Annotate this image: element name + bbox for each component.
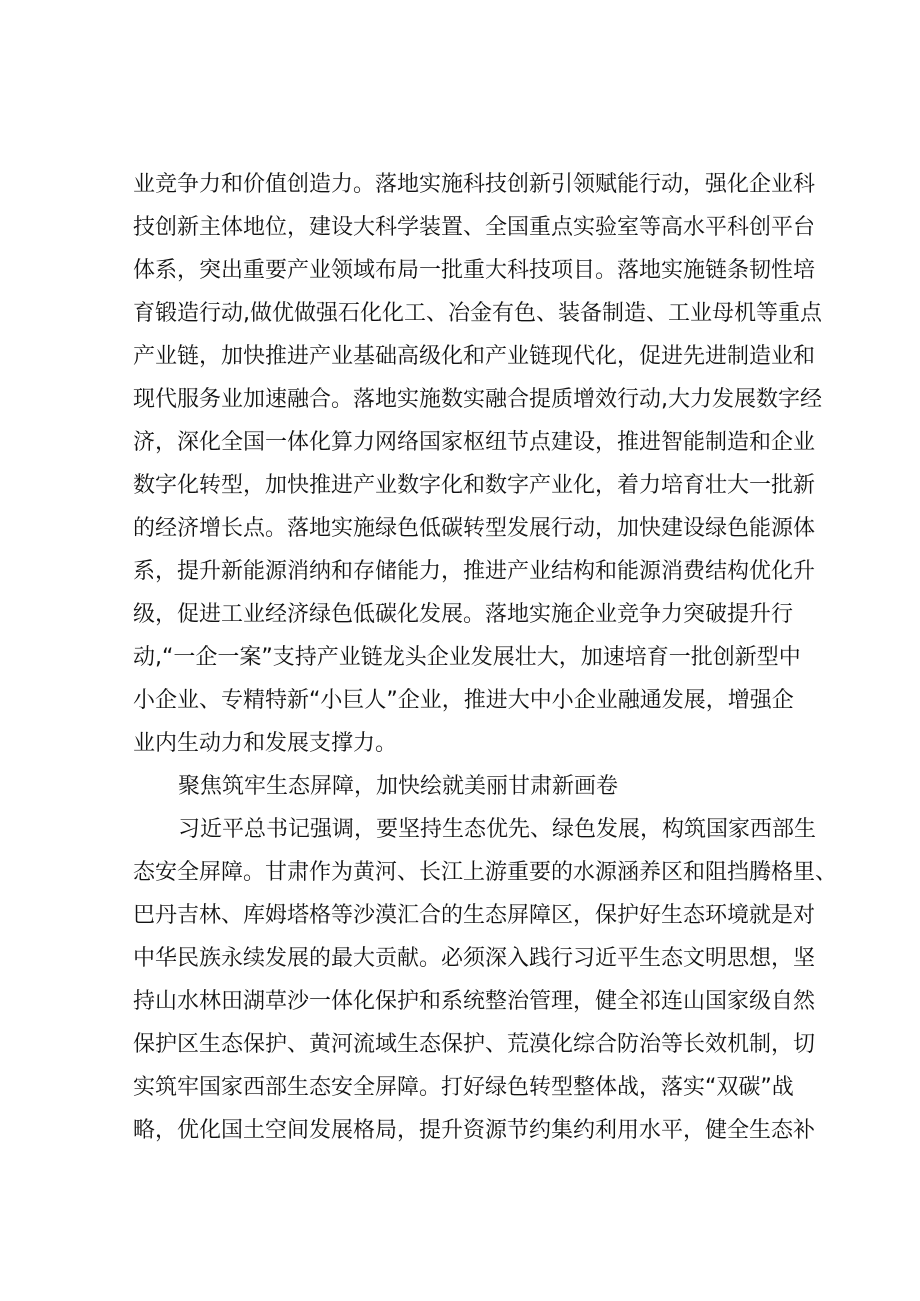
- paragraph-line: 习近平总书记强调，要坚持生态优先、绿色发展，构筑国家西部生: [178, 817, 817, 842]
- paragraph-line: 业内生动力和发展支撑力。: [133, 731, 398, 756]
- paragraph-line: 技创新主体地位，建设大科学装置、全国重点实验室等高水平科创平台: [133, 215, 816, 240]
- paragraph-line: 的经济增长点。落地实施绿色低碳转型发展行动，加快建设绿色能源体: [133, 516, 816, 541]
- paragraph-line: 现代服务业加速融合。落地实施数实融合提质增效行动,大力发展数字经: [133, 387, 822, 412]
- paragraph-line: 态安全屏障。甘肃作为黄河、长江上游重要的水源涵养区和阻挡腾格里、: [133, 860, 838, 885]
- paragraph-line: 育锻造行动,做优做强石化化工、冶金有色、装备制造、工业母机等重点: [133, 301, 822, 326]
- paragraph-line: 保护区生态保护、黄河流域生态保护、荒漠化综合防治等长效机制，切: [133, 1032, 816, 1057]
- paragraph-line: 持山水林田湖草沙一体化保护和系统整治管理，健全祁连山国家级自然: [133, 989, 816, 1014]
- paragraph-line: 业竞争力和价值创造力。落地实施科技创新引领赋能行动，强化企业科: [133, 172, 816, 197]
- paragraph-line: 数字化转型，加快推进产业数字化和数字产业化，着力培育壮大一批新: [133, 473, 816, 498]
- paragraph-line: 动,“一企一案”支持产业链龙头企业发展壮大，加速培育一批创新型中: [133, 645, 801, 670]
- paragraph-line: 小企业、专精特新“小巨人”企业，推进大中小企业融通发展，增强企: [133, 688, 794, 713]
- paragraph-line: 中华民族永续发展的最大贡献。必须深入践行习近平生态文明思想，坚: [133, 946, 816, 971]
- paragraph-line: 实筑牢国家西部生态安全屏障。打好绿色转型整体战，落实“双碳”战: [133, 1075, 794, 1100]
- paragraph-line: 系，提升新能源消纳和存储能力，推进产业结构和能源消费结构优化升: [133, 559, 816, 584]
- paragraph-line: 略，优化国土空间发展格局，提升资源节约集约利用水平，健全生态补: [133, 1118, 816, 1143]
- paragraph-line: 产业链，加快推进产业基础高级化和产业链现代化，促进先进制造业和: [133, 344, 816, 369]
- paragraph-line: 体系，突出重要产业领域布局一批重大科技项目。落地实施链条韧性培: [133, 258, 816, 283]
- paragraph-line: 级，促进工业经济绿色低碳化发展。落地实施企业竞争力突破提升行: [133, 602, 794, 627]
- section-heading: 聚焦筑牢生态屏障，加快绘就美丽甘肃新画卷: [178, 774, 619, 799]
- paragraph-line: 巴丹吉林、库姆塔格等沙漠汇合的生态屏障区，保护好生态环境就是对: [133, 903, 816, 928]
- paragraph-line: 济，深化全国一体化算力网络国家枢纽节点建设，推进智能制造和企业: [133, 430, 816, 455]
